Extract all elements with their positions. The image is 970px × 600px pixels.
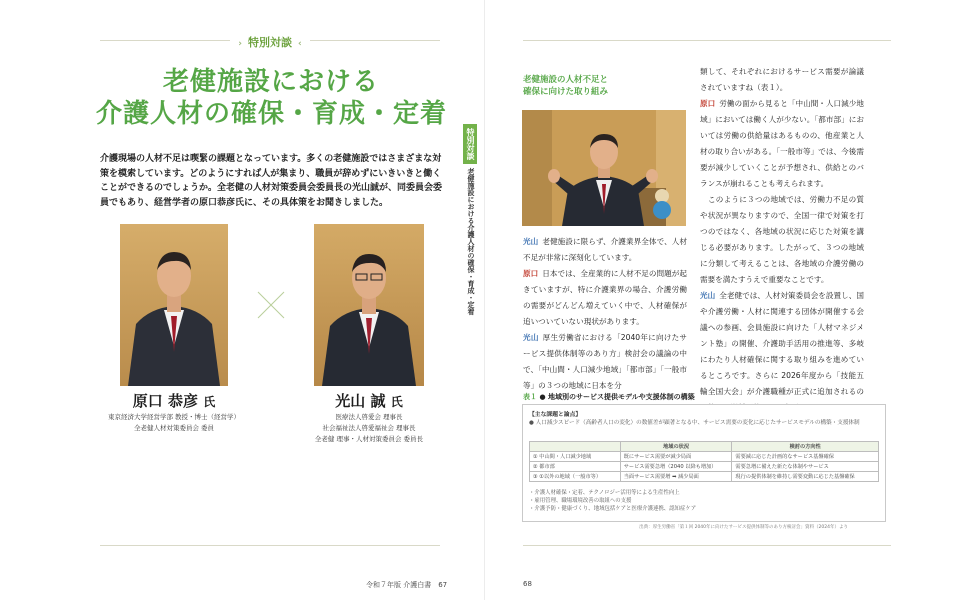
table-row <box>530 452 879 462</box>
figure-notes <box>529 489 879 514</box>
interview-image <box>522 110 686 226</box>
paragraph-text: 老健施設に限らず、介護業界全体で、人材不足が非常に深刻化しています。 <box>523 237 688 262</box>
paragraph-text: 日本では、全産業的に人材不足の問題が起きていますが、特に介護業界の場合、介護労働の需要がどんどん増えていく中で、人材確保が追いついていない現状があります。 <box>523 269 688 326</box>
person1-suffix: 氏 <box>203 395 216 409</box>
table-header-cell: 地域の状況 <box>620 442 732 452</box>
person2-title-line: 医療法人啓愛会 理事長 <box>335 413 403 421</box>
person2-suffix: 氏 <box>390 395 403 409</box>
paragraph <box>523 330 687 394</box>
figure-bullet: ● 人口減少スピード（高齢者人口の変化）の数値差が顕著となる中、サービス需要の変化に応じたサービスモデルの構築・支援体制 <box>529 420 860 426</box>
title-line-1: 老健施設における <box>162 67 379 97</box>
person1-title-line: 東京経済大学経営学部 教授・博士（経営学） <box>107 413 241 421</box>
person2-name-text: 光山 誠 <box>335 392 386 410</box>
person2-title-line: 社会福祉法人啓愛福祉会 理事長 <box>322 424 416 432</box>
page-title <box>96 66 446 130</box>
speaker-label: 原口 <box>700 99 716 108</box>
table-cell: サービス需要急増（2040 以降も増加） <box>620 462 732 472</box>
paragraph-text: このように３つの地域では、労働力不足の質や状況が異なりますので、全国一律で対策を打つのではなく、各地域の状況に応じた対策を講じる必要があります。したがって、３つの地域に分類して考えることは、各地域の介護労働の需要を満たすうえで重要なことです。 <box>700 195 864 284</box>
table-header-cell <box>530 442 621 452</box>
speaker-label: 光山 <box>523 333 539 342</box>
table-cell: ② 都市部 <box>530 462 621 472</box>
table-cell: ① 中山間・人口減少地域 <box>530 452 621 462</box>
chevron-right-icon: › <box>238 39 242 49</box>
table-cell: 現行の提供体制を維持し需要変動に応じた基盤確保 <box>732 472 879 482</box>
paragraph-text: 全老健では、人材対策委員会を設置し、国や介護労働・人材に関連する団体が開催する会議への参画、会員施設に向けた「人材マネジメント塾」の開催、介護助手活用の推進等、多岐にわたり人材確保に関する取り組みを進めているところです。さらに 2026年度から「技能五輪全国大会」が介護職種が正式に追加されるの <box>700 291 865 396</box>
table-header-row <box>530 442 879 452</box>
table-cell: 当面サービス需要増 ➡ 減少局面 <box>620 472 732 482</box>
portrait-mitsuyama <box>314 224 424 386</box>
footer-rule <box>523 545 891 546</box>
portrait-image <box>314 224 424 386</box>
paragraph-text: 類して、それぞれにおけるサービス需要が論議されていますね（表１）。 <box>700 67 864 92</box>
paragraph <box>700 64 864 96</box>
person1-name <box>120 390 228 411</box>
person1-title-line: 全老健人材対策委員会 委員 <box>133 424 215 432</box>
table-cell: 需要急増に備えた新たな体制やサービス <box>732 462 879 472</box>
figure-note-line: ・介護予防・健康づくり、地域包括ケアと医療介護連携、認知症ケア <box>529 506 697 513</box>
interview-photo <box>522 110 686 226</box>
lead-paragraph: 介護現場の人材不足は喫緊の課題となっています。多くの老健施設ではさまざまな対策を模索しています。どのようにすれば人が集まり、職員が辞めずにいきいきと働くことができるのでしょうか。全老健の人材対策委員会委員長の光山誠が、同委員会委員でもあり、経営学者の原口恭彦氏に、その具体策をお聞きしました。 <box>100 154 443 208</box>
table-title-text: ● 地域別のサービス提供モデルや支援体制の構築 <box>539 393 695 401</box>
page-number: 令和７年版 介護白書 67 <box>366 581 448 589</box>
person1-titles <box>96 412 252 434</box>
page-number: 68 <box>523 580 532 588</box>
column-2 <box>700 64 864 416</box>
table-number: 表１ <box>523 393 537 401</box>
speaker-label: 原口 <box>523 269 539 278</box>
paragraph-text: 労働の面から見ると「中山間・人口減少地域」においては働く人が少ない。「都市部」においては労働の供給量はあるものの、他産業と人材の取り合いがある。「一般市等」では、今後需要が減少していくことが予想され、供給とのバランスが崩れることも考えられます。 <box>700 99 865 188</box>
section-heading-line: 老健施設の人材不足と <box>523 75 609 85</box>
title-line-2: 介護人材の確保・育成・定着 <box>96 99 448 129</box>
portrait-image <box>120 224 228 386</box>
side-tab: 特別対談 <box>463 124 477 164</box>
header-rule <box>523 40 891 41</box>
figure-source: 出典：厚生労働省「第１回 2040年に向けたサービス提供体制等のあり方検討会」資料（2024年）より <box>639 525 848 530</box>
portrait-haraguchi <box>120 224 228 386</box>
section-heading-line: 確保に向けた取り組み <box>523 87 609 97</box>
table-row <box>530 462 879 472</box>
paragraph <box>700 192 864 288</box>
paragraph <box>523 266 687 330</box>
figure-box <box>522 404 886 522</box>
column-1 <box>523 234 687 394</box>
table-title <box>523 392 883 402</box>
table-cell: 既にサービス需要が減少局面 <box>620 452 732 462</box>
speaker-label: 光山 <box>700 291 716 300</box>
kicker-label: 特別対談 <box>248 36 292 49</box>
table-cell: ③ ①以外の地域（一般市等） <box>530 472 621 482</box>
speaker-label: 光山 <box>523 237 539 246</box>
table-row <box>530 472 879 482</box>
kicker <box>100 34 440 48</box>
chevron-left-icon: ‹ <box>298 39 302 49</box>
figure-heading: 【主な課題と論点】 <box>529 412 582 418</box>
side-running-title: 老健施設における介護人材の確保・育成・定着 <box>467 168 475 315</box>
paragraph <box>700 96 864 192</box>
paragraph <box>523 234 687 266</box>
person2-title-line: 全老健 理事・人材対策委員会 委員長 <box>314 435 424 443</box>
section-heading <box>523 74 683 98</box>
figure-note-line: ・介護人材確保・定着、テクノロジー活用等による生産性向上 <box>529 490 680 496</box>
region-table <box>529 441 879 482</box>
person2-name <box>314 390 424 411</box>
footer-rule <box>100 545 440 546</box>
table-cell: 需要減に応じた計画的なサービス基盤確保 <box>732 452 879 462</box>
table-header-cell: 検討の方向性 <box>732 442 879 452</box>
figure-note-line: ・雇用管理、職場環境改善の取組への支援 <box>529 498 632 505</box>
person2-titles <box>300 412 438 445</box>
paragraph-text: 厚生労働省における「2040年に向けたサービス提供体制等のあり方」検討会の議論の中で、「中山間・人口減少地域」「都市部」「一般市等」の３つの地域に日本を分 <box>523 333 688 390</box>
person1-name-text: 原口 恭彦 <box>132 392 198 410</box>
cross-divider-icon <box>254 288 288 322</box>
